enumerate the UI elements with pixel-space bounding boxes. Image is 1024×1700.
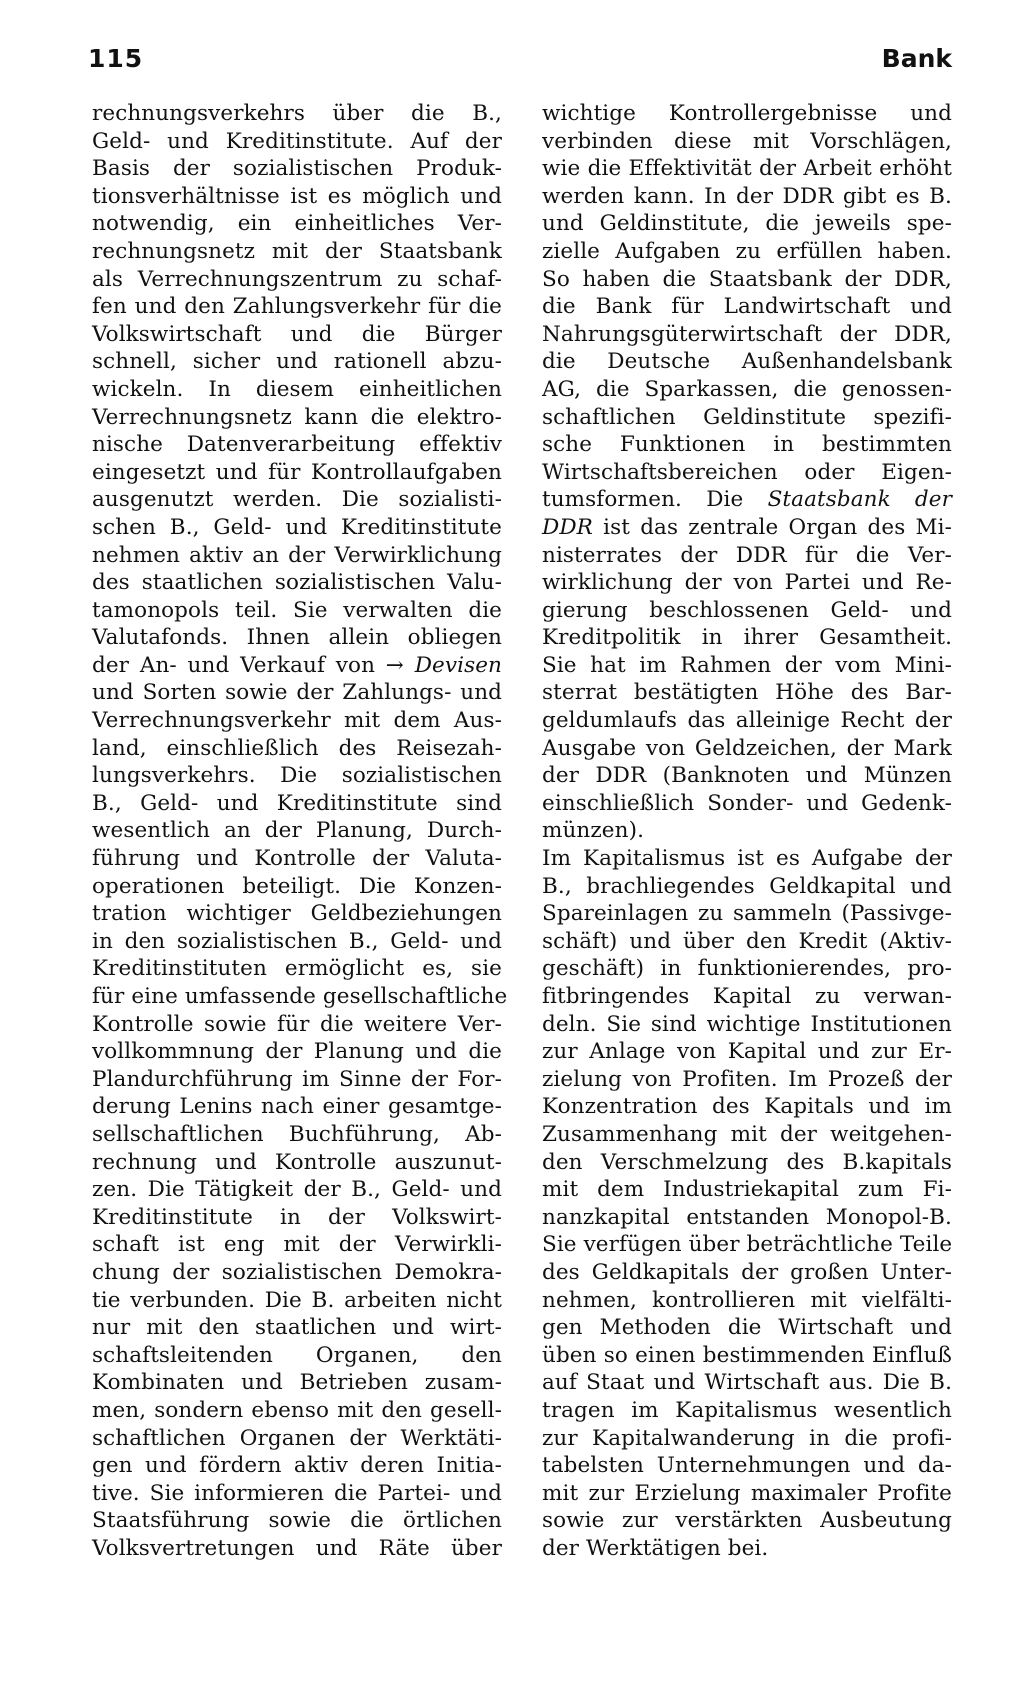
cross-reference: Staatsbank der [767,487,952,513]
line-text: Kombinaten und Betrieben zusam- [92,1370,502,1396]
line-text: eingesetzt und für Kontrollaufgaben [92,459,502,485]
line-text: nische Datenverarbeitung effektiv [92,432,502,458]
line-text: fen und den Zahlungsverkehr für die [92,294,502,320]
line-text: der DDR (Banknoten und Münzen [542,763,952,789]
line-text: Zusammenhang mit der weitgehen- [542,1121,952,1147]
line-text: der An- und Verkauf von [92,652,376,678]
text-line [92,210,502,238]
text-line [542,762,952,790]
text-line [92,431,502,459]
left-text-column [92,100,508,1562]
text-line [92,1011,502,1039]
line-text: Im Kapitalismus ist es Aufgabe der [542,846,952,872]
line-text: üben so einen bestimmenden Einfluß [542,1342,952,1368]
line-text: tionsverhältnisse ist es möglich und [92,183,502,209]
line-text: des staatlichen sozialistischen Valu- [92,570,502,596]
text-line [542,652,952,680]
text-line [542,817,952,845]
text-line [92,900,502,928]
text-line [542,1121,952,1149]
arrow-right-icon: → [385,652,404,678]
text-line [92,1314,502,1342]
text-line [92,1397,502,1425]
line-text: Staatsführung sowie die örtlichen [92,1508,502,1534]
text-line [92,735,502,763]
line-text: Basis der sozialistischen Produk- [92,156,502,182]
line-text: Kreditpolitik in ihrer Gesamtheit. [542,625,952,651]
line-text: Geld- und Kreditinstitute. Auf der [92,128,502,154]
line-text: Plandurchführung im Sinne der For- [92,1066,502,1092]
line-text: den Verschmelzung des B.kapitals [542,1149,952,1175]
line-text: mit dem Industriekapital zum Fi- [542,1177,952,1203]
text-line [92,1093,502,1121]
text-line [92,1507,502,1535]
text-line [542,404,952,432]
line-text: Sie hat im Rahmen der vom Mini- [542,652,952,678]
line-text: wickeln. In diesem einheitlichen [92,376,502,402]
line-text: für eine umfassende gesellschaftliche [92,984,508,1009]
text-line [542,735,952,763]
line-text: wirklichung der von Partei und Re- [542,570,952,596]
line-text: schaftsleitenden Organen, den [92,1342,502,1368]
text-line [92,1535,502,1563]
line-text: nehmen aktiv an der Verwirklichung [92,542,502,568]
line-text: gen und fördern aktiv deren Initia- [92,1453,502,1479]
line-text: land, einschließlich des Reisezah- [92,735,502,761]
line-text: nanzkapital entstanden Monopol-B. [542,1204,952,1230]
text-line [92,266,502,294]
text-line [92,542,502,570]
line-text: die Deutsche Außenhandelsbank [542,349,952,375]
line-text: wie die Effektivität der Arbeit erhöht [542,156,952,182]
text-line [92,1066,502,1094]
text-line [542,1425,952,1453]
text-line [542,1287,952,1315]
text-line [542,1204,952,1232]
line-text: nur mit den staatlichen und wirt- [92,1315,502,1341]
line-text: geldumlaufs das alleinige Recht der [542,708,952,734]
line-text: rechnungsnetz mit der Staatsbank [92,238,502,264]
text-line [92,1231,502,1259]
text-line [542,955,952,983]
text-line [92,486,502,514]
text-line [542,790,952,818]
line-text: Ausgabe von Geldzeichen, der Mark [542,735,952,761]
line-text: schen B., Geld- und Kreditinstitute [92,514,502,540]
line-text: sterrat bestätigten Höhe des Bar- [542,680,952,706]
text-line [92,155,502,183]
text-line [542,266,952,294]
text-line [542,928,952,956]
line-text: und Sorten sowie der Zahlungs- und [92,680,502,706]
text-line [92,459,502,487]
line-text: men, sondern ebenso mit den gesell- [92,1397,502,1423]
line-text: tragen im Kapitalismus wesentlich [542,1397,952,1423]
text-line [542,1093,952,1121]
line-text: auf Staat und Wirtschaft aus. Die B. [542,1370,952,1396]
text-line [542,1011,952,1039]
line-text: sowie zur verstärkten Ausbeutung [542,1508,952,1534]
cross-reference: Devisen [414,652,502,678]
line-text: Kontrolle sowie für die weitere Ver- [92,1011,502,1037]
line-text: zielle Aufgaben zu erfüllen haben. [542,238,952,264]
text-line [542,1397,952,1425]
line-text: zen. Die Tätigkeit der B., Geld- und [92,1177,502,1203]
text-line [542,1507,952,1535]
page-number: 115 [88,44,144,73]
line-text: Spareinlagen zu sammeln (Passivge- [542,901,952,927]
line-text: Kreditinstitute in der Volkswirt- [92,1204,502,1230]
line-text: einschließlich Sonder- und Gedenk- [542,790,952,816]
line-text: ist das zentrale Organ des Mi- [603,514,952,540]
text-line [542,1038,952,1066]
line-text: Valutafonds. Ihnen allein obliegen [92,625,502,651]
text-line [92,293,502,321]
line-text: So haben die Staatsbank der DDR, [542,266,952,292]
line-text: tration wichtiger Geldbeziehungen [92,901,502,927]
text-line [542,707,952,735]
text-line [92,376,502,404]
line-text: führung und Kontrolle der Valuta- [92,846,502,872]
text-line [92,348,502,376]
line-text: Verrechnungsnetz kann die elektro- [92,404,502,430]
line-text: des Geldkapitals der großen Unter- [542,1259,952,1285]
line-text: schaftlichen Organen der Werktäti- [92,1425,502,1451]
line-text: tie verbunden. Die B. arbeiten nicht [92,1287,502,1313]
text-line [92,569,502,597]
text-line [542,569,952,597]
text-line [92,100,502,128]
text-line [542,1066,952,1094]
line-text: als Verrechnungszentrum zu schaf- [92,266,502,292]
line-text: Verrechnungsverkehr mit dem Aus- [92,708,502,734]
text-line [92,1121,502,1149]
text-line [92,790,502,818]
text-line [542,128,952,156]
text-line [542,514,952,542]
text-line [92,128,502,156]
line-text: schaft ist eng mit der Verwirkli- [92,1232,502,1258]
line-text: fitbringendes Kapital zu verwan- [542,984,952,1009]
text-line [92,845,502,873]
line-text: sellschaftlichen Buchführung, Ab- [92,1121,502,1147]
line-text: Nahrungsgüterwirtschaft der DDR, [542,321,952,347]
line-text: zielung von Profiten. Im Prozeß der [542,1066,952,1092]
line-text: Volksvertretungen und Räte über [92,1535,502,1561]
cross-reference: DDR [542,514,593,540]
line-text: vollkommnung der Planung und die [92,1039,502,1065]
line-text: nehmen, kontrollieren mit vielfälti- [542,1287,952,1313]
line-text: notwendig, ein einheitliches Ver- [92,211,502,237]
text-line [92,652,502,680]
line-text: tive. Sie informieren die Partei- und [92,1480,502,1506]
line-text: wesentlich an der Planung, Durch- [92,818,502,844]
line-text: lungsverkehrs. Die sozialistischen [92,763,502,789]
text-line [542,459,952,487]
text-line [542,486,952,514]
text-line [542,873,952,901]
line-text: Wirtschaftsbereichen oder Eigen- [542,459,952,485]
text-line [542,183,952,211]
line-text: und Geldinstitute, die jeweils spe- [542,211,952,237]
text-line [92,1149,502,1177]
line-text: tumsformen. Die [542,487,744,513]
text-line [542,624,952,652]
text-line [542,321,952,349]
line-text: Konzentration des Kapitals und im [542,1094,952,1120]
text-line [542,376,952,404]
line-text: die Bank für Landwirtschaft und [542,294,952,320]
text-line [92,762,502,790]
line-text: wichtige Kontrollergebnisse und [542,101,952,126]
text-line [92,707,502,735]
text-line [92,873,502,901]
text-line [92,955,502,983]
line-text: Kreditinstituten ermöglicht es, sie [92,956,502,982]
text-line [542,1176,952,1204]
text-line [542,431,952,459]
line-text: Volkswirtschaft und die Bürger [92,321,502,347]
line-text: tabelsten Unternehmungen und da- [542,1453,952,1479]
line-text: schaftlichen Geldinstitute spezifi- [542,404,952,430]
line-text: Sie verfügen über beträchtliche Teile [542,1232,953,1258]
text-line [92,321,502,349]
line-text: schnell, sicher und rationell abzu- [92,349,502,375]
text-line [542,1259,952,1287]
text-line [92,983,508,1011]
text-line [92,1204,502,1232]
line-text: der Werktätigen bei. [542,1535,769,1561]
line-text: B., brachliegendes Geldkapital und [542,873,952,899]
line-text: deln. Sie sind wichtige Institutionen [542,1011,952,1037]
text-line [92,817,502,845]
line-text: mit zur Erzielung maximaler Profite [542,1480,952,1506]
text-line [542,679,952,707]
text-line [542,155,952,183]
text-line [542,1231,952,1259]
text-line [92,1369,502,1397]
text-line [92,679,502,707]
line-text: ausgenutzt werden. Die sozialisti- [92,487,502,513]
line-text: derung Lenins nach einer gesamtge- [92,1094,502,1120]
line-text: geschäft) in funktionierendes, pro- [542,956,952,982]
line-text: gen Methoden die Wirtschaft und [542,1315,952,1341]
text-line [92,597,502,625]
line-text: schäft) und über den Kredit (Aktiv- [542,928,952,954]
line-text: tamonopols teil. Sie verwalten die [92,597,502,623]
text-line [542,983,952,1011]
line-text: zur Kapitalwanderung in die profi- [542,1425,952,1451]
text-line [542,348,952,376]
right-text-column [542,100,952,1562]
text-line [542,1369,952,1397]
text-line [542,1149,952,1177]
text-line [542,542,952,570]
text-line [92,183,502,211]
line-text: B., Geld- und Kreditinstitute sind [92,790,502,816]
text-line [92,1259,502,1287]
text-line [92,1038,502,1066]
line-text: operationen beteiligt. Die Konzen- [92,873,502,899]
running-head: Bank [881,44,952,73]
text-line [542,1480,952,1508]
line-text: sche Funktionen in bestimmten [542,432,952,458]
line-text: zur Anlage von Kapital und zur Er- [542,1039,952,1065]
text-line [92,1480,502,1508]
text-line [92,238,502,266]
line-text: rechnung und Kontrolle auszunut- [92,1149,502,1175]
text-line [542,1314,952,1342]
line-text: verbinden diese mit Vorschlägen, [542,128,952,154]
line-text: nisterrates der DDR für die Ver- [542,542,952,568]
line-text: werden kann. In der DDR gibt es B. [542,183,952,209]
text-line [542,597,952,625]
line-text: chung der sozialistischen Demokra- [92,1259,502,1285]
text-line [542,210,952,238]
text-line [542,238,952,266]
text-line [542,845,952,873]
text-line [92,1452,502,1480]
text-line [92,624,502,652]
text-line [92,514,502,542]
text-line [92,1342,502,1370]
line-text: gierung beschlossenen Geld- und [542,597,952,623]
text-line [92,1425,502,1453]
text-line [92,404,502,432]
line-text: in den sozialistischen B., Geld- und [92,928,502,954]
line-text: rechnungsverkehrs über die B., [92,101,502,126]
text-line [542,100,952,128]
line-text: AG, die Sparkassen, die genossen- [542,376,952,402]
text-line [542,1452,952,1480]
line-text: münzen). [542,818,645,844]
text-line [542,293,952,321]
text-line [92,1176,502,1204]
text-line [542,1535,952,1563]
text-line [92,1287,502,1315]
text-line [542,1342,952,1370]
text-line [92,928,502,956]
text-line [542,900,952,928]
